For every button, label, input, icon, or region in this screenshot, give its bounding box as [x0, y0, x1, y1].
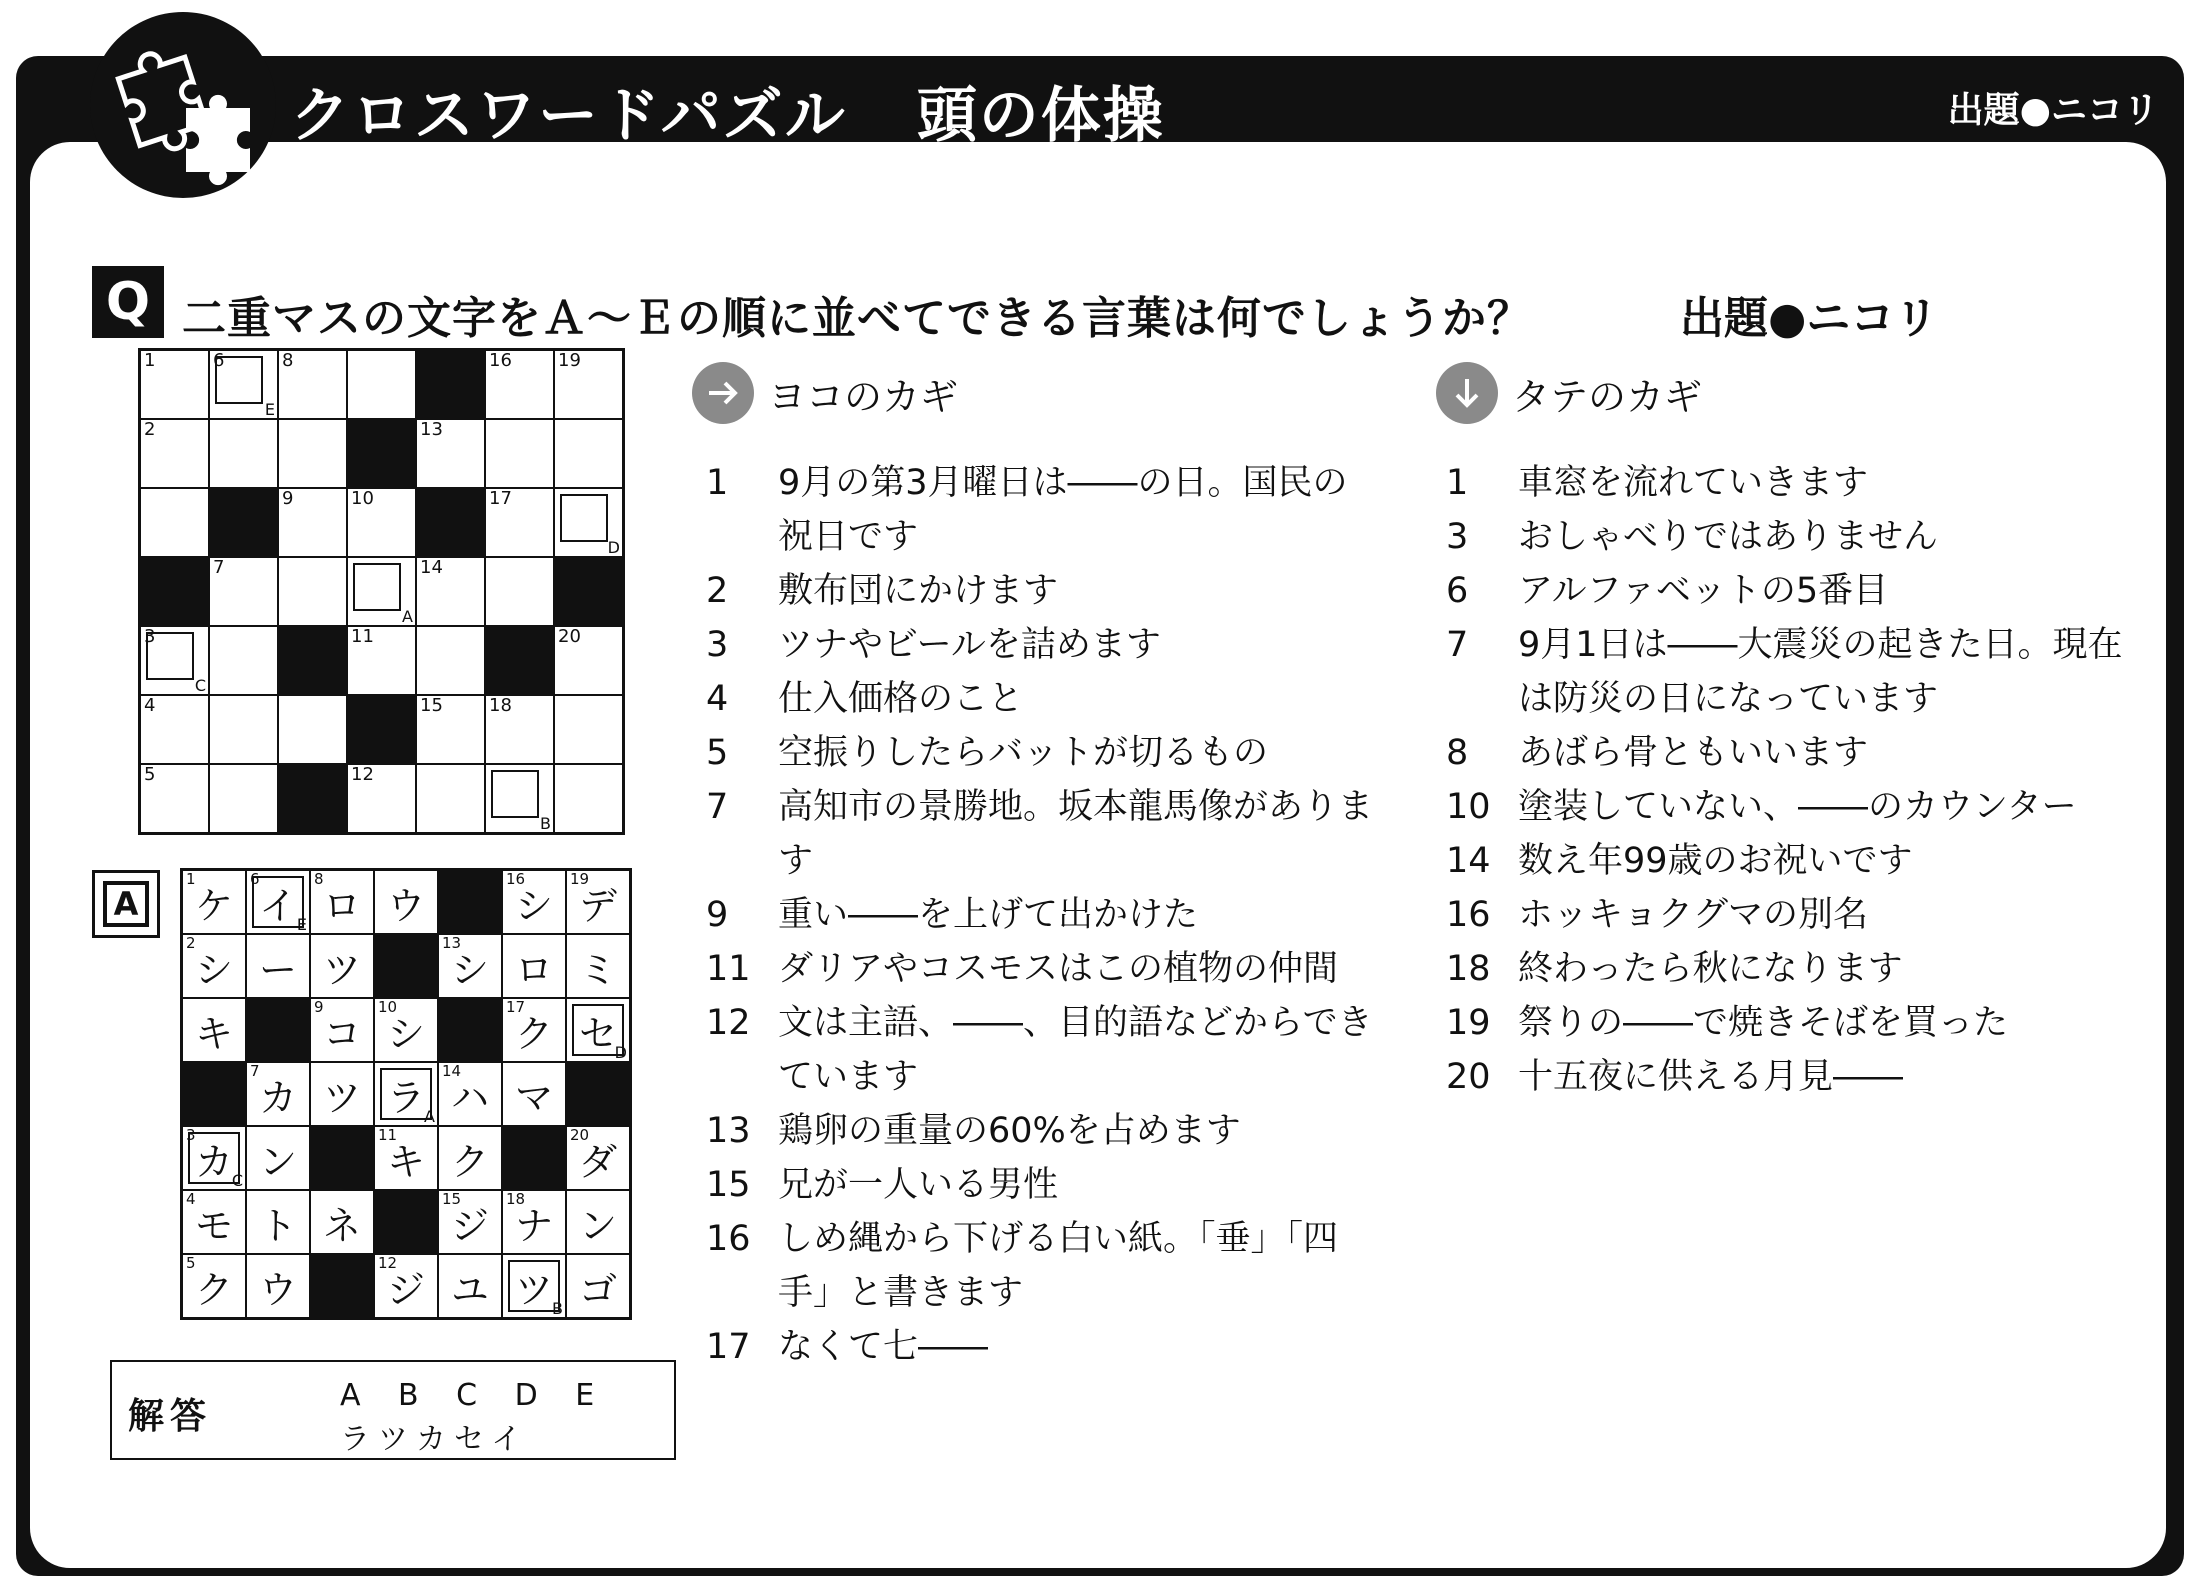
- double-square-letter: B: [552, 1299, 563, 1318]
- clue-item: [706, 942, 1376, 996]
- grid-cell[interactable]: [311, 999, 373, 1061]
- grid-cell[interactable]: [555, 627, 622, 694]
- clue-number: 18: [506, 1190, 526, 1208]
- clue-item: [706, 996, 1376, 1104]
- clue-text: 重い――を上げて出かけた: [778, 895, 1199, 935]
- clue-number: 3: [1446, 517, 1469, 557]
- grid-cell[interactable]: [141, 489, 208, 556]
- grid-cell[interactable]: [375, 1063, 437, 1125]
- black-square: [311, 1255, 373, 1317]
- clue-number: 15: [706, 1165, 751, 1205]
- down-title: タテのカギ: [1512, 374, 1703, 419]
- grid-cell[interactable]: [311, 1191, 373, 1253]
- grid-cell[interactable]: [486, 489, 553, 556]
- clue-number: 8: [1446, 733, 1469, 773]
- grid-cell[interactable]: [311, 871, 373, 933]
- grid-cell[interactable]: [439, 1063, 501, 1125]
- answer-kana: ナ: [514, 1203, 553, 1248]
- clue-item: [706, 618, 1376, 672]
- grid-cell[interactable]: [348, 627, 415, 694]
- double-square-letter: A: [402, 607, 413, 626]
- clue-number: 2: [186, 934, 196, 952]
- clue-number: 5: [706, 733, 729, 773]
- clue-number: 4: [144, 695, 156, 716]
- clue-number: 10: [378, 998, 398, 1016]
- header-subtitle: 頭の体操: [916, 81, 1165, 151]
- grid-cell[interactable]: [141, 420, 208, 487]
- clue-number: 9: [314, 998, 324, 1016]
- clue-item: [1446, 510, 2136, 564]
- clue-number: 19: [558, 350, 581, 371]
- black-square: [503, 1127, 565, 1189]
- clue-number: 8: [314, 870, 324, 888]
- answer-kana: ツ: [322, 947, 361, 992]
- grid-cell[interactable]: [247, 1255, 309, 1317]
- clue-item: [706, 1320, 1376, 1374]
- grid-cell[interactable]: [279, 696, 346, 763]
- answer-kana: キ: [386, 1139, 425, 1184]
- double-square-marker: [491, 770, 539, 818]
- down-clues: [1446, 456, 2136, 1104]
- down-heading: [1436, 362, 1702, 424]
- clue-text: 9月の第3月曜日は――の日。国民の祝日です: [778, 463, 1348, 557]
- clue-number: 2: [144, 419, 156, 440]
- clue-number: 11: [378, 1126, 398, 1144]
- grid-cell[interactable]: [210, 627, 277, 694]
- clue-number: 17: [489, 488, 512, 509]
- clue-text: 数え年99歳のお祝いです: [1518, 841, 1913, 881]
- grid-cell[interactable]: [486, 696, 553, 763]
- grid-cell[interactable]: [279, 420, 346, 487]
- answer-kana: ハ: [450, 1075, 489, 1120]
- double-square-letter: D: [607, 538, 620, 557]
- clue-item: [706, 780, 1376, 888]
- clue-number: 20: [1446, 1057, 1491, 1097]
- answer-kana: ウ: [258, 1267, 297, 1312]
- clue-number: 9: [706, 895, 729, 935]
- answer-word: ラツカセイ: [340, 1422, 530, 1457]
- clue-item: [1446, 1050, 2136, 1104]
- clue-number: 19: [570, 870, 590, 888]
- double-square-letter: A: [424, 1107, 435, 1126]
- clue-number: 2: [706, 571, 729, 611]
- clue-item: [706, 1158, 1376, 1212]
- grid-cell[interactable]: [567, 999, 629, 1061]
- black-square: [417, 351, 484, 418]
- clue-number: 18: [1446, 949, 1491, 989]
- clue-item: [706, 726, 1376, 780]
- clue-number: 13: [420, 419, 443, 440]
- answer-kana: ミ: [578, 947, 617, 992]
- clue-number: 12: [378, 1254, 398, 1272]
- clue-number: 4: [706, 679, 729, 719]
- clue-text: 塗装していない、――のカウンター: [1518, 787, 2077, 827]
- clue-number: 9: [282, 488, 294, 509]
- clue-text: ホッキョクグマの別名: [1518, 895, 1869, 935]
- grid-cell[interactable]: [311, 935, 373, 997]
- grid-cell[interactable]: [417, 765, 484, 832]
- grid-cell[interactable]: [311, 1063, 373, 1125]
- double-square-letter: C: [194, 676, 206, 695]
- answer-kana: モ: [194, 1203, 233, 1248]
- grid-cell[interactable]: [375, 1127, 437, 1189]
- grid-cell[interactable]: [247, 1063, 309, 1125]
- clue-item: [1446, 834, 2136, 888]
- clue-number: 6: [213, 350, 225, 371]
- clue-number: 13: [706, 1111, 751, 1151]
- black-square: [348, 696, 415, 763]
- grid-cell[interactable]: [567, 1127, 629, 1189]
- grid-cell[interactable]: [503, 1255, 565, 1317]
- clue-number: 16: [706, 1219, 751, 1259]
- grid-cell[interactable]: [247, 935, 309, 997]
- grid-cell[interactable]: [183, 999, 245, 1061]
- clue-text: ツナやビールを詰めます: [778, 625, 1161, 665]
- clue-item: [706, 564, 1376, 618]
- clue-number: 3: [144, 626, 156, 647]
- black-square: [311, 1127, 373, 1189]
- grid-cell[interactable]: [417, 696, 484, 763]
- clue-number: 7: [706, 787, 729, 827]
- grid-cell[interactable]: [348, 558, 415, 625]
- clue-text: あばら骨ともいいます: [1518, 733, 1869, 773]
- clue-text: なくて七――: [778, 1327, 989, 1367]
- answer-kana: マ: [514, 1075, 553, 1120]
- answer-kana: ン: [258, 1139, 297, 1184]
- clue-number: 20: [558, 626, 581, 647]
- answer-kana: ラ: [386, 1075, 425, 1120]
- grid-cell[interactable]: [439, 1255, 501, 1317]
- grid-cell[interactable]: [210, 765, 277, 832]
- answer-box: [110, 1360, 676, 1460]
- grid-cell[interactable]: [439, 935, 501, 997]
- grid-cell[interactable]: [567, 935, 629, 997]
- clue-item: [1446, 888, 2136, 942]
- grid-cell[interactable]: [141, 765, 208, 832]
- clue-number: 14: [420, 557, 443, 578]
- arrow-right-icon: [692, 362, 754, 424]
- double-square-letter: E: [296, 915, 307, 934]
- black-square: [247, 999, 309, 1061]
- black-square: [375, 1191, 437, 1253]
- answer-kana: ケ: [194, 883, 233, 928]
- answer-kana: ク: [514, 1011, 553, 1056]
- clue-number: 14: [1446, 841, 1491, 881]
- clue-number: 15: [442, 1190, 462, 1208]
- answer-kana: ク: [450, 1139, 489, 1184]
- clue-number: 3: [186, 1126, 196, 1144]
- clue-number: 17: [706, 1327, 751, 1367]
- clue-text: 兄が一人いる男性: [778, 1165, 1059, 1205]
- clue-number: 16: [489, 350, 512, 371]
- grid-cell[interactable]: [486, 420, 553, 487]
- clue-number: 16: [1446, 895, 1491, 935]
- clue-number: 14: [442, 1062, 462, 1080]
- across-clues: [706, 456, 1376, 1374]
- clue-number: 17: [506, 998, 526, 1016]
- answer-kana: ウ: [386, 883, 425, 928]
- clue-item: [706, 888, 1376, 942]
- answer-kana: ユ: [450, 1267, 489, 1312]
- black-square: [279, 765, 346, 832]
- clue-text: 車窓を流れていきます: [1518, 463, 1869, 503]
- clue-text: おしゃべりではありません: [1518, 517, 1939, 557]
- clue-text: しめ縄から下げる白い紙。「垂」「四手」と書きます: [778, 1219, 1339, 1313]
- answer-kana: ツ: [322, 1075, 361, 1120]
- header-credit: 出題●ニコリ: [1947, 90, 2159, 131]
- answer-kana: ク: [194, 1267, 233, 1312]
- grid-cell[interactable]: [555, 765, 622, 832]
- grid-cell[interactable]: [375, 999, 437, 1061]
- clue-text: 高知市の景勝地。坂本龍馬像があります: [778, 787, 1374, 881]
- clue-number: 1: [706, 463, 729, 503]
- clue-item: [706, 1104, 1376, 1158]
- grid-cell[interactable]: [141, 351, 208, 418]
- clue-item: [1446, 726, 2136, 780]
- grid-cell[interactable]: [348, 765, 415, 832]
- clue-item: [706, 1212, 1376, 1320]
- clue-number: 1: [144, 350, 156, 371]
- black-square: [375, 935, 437, 997]
- clue-number: 20: [570, 1126, 590, 1144]
- clue-number: 7: [1446, 625, 1469, 665]
- grid-cell[interactable]: [141, 696, 208, 763]
- answer-letters: A B C D E: [340, 1378, 609, 1413]
- answer-kana: カ: [194, 1139, 233, 1184]
- clue-number: 8: [282, 350, 294, 371]
- clue-text: 祭りの――で焼きそばを買った: [1518, 1003, 2009, 1043]
- double-square-marker: [353, 563, 401, 611]
- answer-label: 解答: [128, 1396, 213, 1437]
- question-text: 二重マスの文字をＡ～Ｅの順に並べてできる言葉は何でしょうか？: [182, 293, 1532, 344]
- crossword-grid: [138, 348, 625, 835]
- clue-text: 仕入価格のこと: [778, 679, 1024, 719]
- grid-cell[interactable]: [279, 489, 346, 556]
- puzzle-piece-icon: [90, 12, 276, 198]
- grid-cell[interactable]: [375, 1255, 437, 1317]
- grid-cell[interactable]: [183, 1255, 245, 1317]
- clue-number: 1: [186, 870, 196, 888]
- black-square: [141, 558, 208, 625]
- clue-text: 鶏卵の重量の60%を占めます: [778, 1111, 1241, 1151]
- clue-number: 1: [1446, 463, 1469, 503]
- black-square: [279, 627, 346, 694]
- double-square-letter: C: [231, 1171, 243, 1190]
- grid-cell[interactable]: [555, 420, 622, 487]
- clue-item: [1446, 780, 2136, 834]
- clue-text: 十五夜に供える月見――: [1518, 1057, 1904, 1097]
- clue-item: [706, 456, 1376, 564]
- clue-number: 12: [351, 764, 374, 785]
- black-square: [210, 489, 277, 556]
- double-square-letter: E: [264, 400, 275, 419]
- grid-cell[interactable]: [183, 1127, 245, 1189]
- clue-item: [706, 672, 1376, 726]
- answer-kana: ロ: [514, 947, 553, 992]
- grid-cell[interactable]: [503, 999, 565, 1061]
- grid-cell[interactable]: [486, 558, 553, 625]
- clue-number: 6: [250, 870, 260, 888]
- grid-cell[interactable]: [417, 627, 484, 694]
- clue-item: [1446, 996, 2136, 1050]
- clue-text: 終わったら秋になります: [1518, 949, 1903, 989]
- grid-cell[interactable]: [210, 696, 277, 763]
- grid-cell[interactable]: [247, 871, 309, 933]
- clue-number: 7: [213, 557, 225, 578]
- grid-cell[interactable]: [567, 871, 629, 933]
- answer-kana: シ: [514, 883, 553, 928]
- clue-number: 5: [144, 764, 156, 785]
- answer-kana: シ: [386, 1011, 425, 1056]
- grid-cell[interactable]: [417, 420, 484, 487]
- clue-number: 10: [351, 488, 374, 509]
- black-square: [183, 1063, 245, 1125]
- grid-cell[interactable]: [247, 1127, 309, 1189]
- grid-cell[interactable]: [183, 1191, 245, 1253]
- grid-cell[interactable]: [486, 351, 553, 418]
- grid-cell[interactable]: [279, 558, 346, 625]
- grid-cell[interactable]: [375, 871, 437, 933]
- grid-cell[interactable]: [210, 420, 277, 487]
- answer-kana: シ: [450, 947, 489, 992]
- clue-item: [1446, 618, 2136, 726]
- across-heading: [692, 362, 958, 424]
- arrow-down-icon: [1436, 362, 1498, 424]
- grid-cell[interactable]: [439, 1191, 501, 1253]
- answer-kana: ゴ: [578, 1267, 617, 1312]
- answer-kana: ツ: [514, 1267, 553, 1312]
- grid-cell[interactable]: [567, 1255, 629, 1317]
- grid-cell[interactable]: [567, 1191, 629, 1253]
- clue-number: 12: [706, 1003, 751, 1043]
- clue-number: 3: [706, 625, 729, 665]
- clue-number: 4: [186, 1190, 196, 1208]
- grid-cell[interactable]: [503, 935, 565, 997]
- answer-kana: イ: [258, 883, 297, 928]
- question-badge: Q: [92, 266, 164, 338]
- double-square-letter: D: [614, 1043, 627, 1062]
- grid-cell[interactable]: [555, 351, 622, 418]
- black-square: [555, 558, 622, 625]
- grid-cell[interactable]: [141, 627, 208, 694]
- across-title: ヨコのカギ: [768, 374, 959, 419]
- grid-cell[interactable]: [210, 558, 277, 625]
- clue-item: [1446, 564, 2136, 618]
- clue-number: 13: [442, 934, 462, 952]
- answer-badge: A: [92, 870, 160, 938]
- answer-kana: シ: [194, 947, 233, 992]
- grid-cell[interactable]: [417, 558, 484, 625]
- black-square: [417, 489, 484, 556]
- double-square-marker: [560, 494, 608, 542]
- clue-number: 10: [1446, 787, 1491, 827]
- grid-cell[interactable]: [555, 489, 622, 556]
- clue-number: 15: [420, 695, 443, 716]
- grid-cell[interactable]: [439, 1127, 501, 1189]
- answer-kana: ダ: [578, 1139, 617, 1184]
- black-square: [486, 627, 553, 694]
- grid-cell[interactable]: [503, 1191, 565, 1253]
- grid-cell[interactable]: [555, 696, 622, 763]
- question-credit: 出題●ニコリ: [1680, 293, 1939, 344]
- grid-cell[interactable]: [183, 935, 245, 997]
- answer-kana: ネ: [322, 1203, 361, 1248]
- answer-kana: セ: [578, 1011, 617, 1056]
- clue-number: 7: [250, 1062, 260, 1080]
- black-square: [439, 999, 501, 1061]
- grid-cell[interactable]: [247, 1191, 309, 1253]
- black-square: [567, 1063, 629, 1125]
- clue-text: 空振りしたらバットが切るもの: [778, 733, 1269, 773]
- answer-kana: ン: [578, 1203, 617, 1248]
- header-title: クロスワードパズル 頭の体操: [290, 81, 1165, 151]
- answer-kana: ロ: [322, 883, 361, 928]
- answer-kana: ジ: [450, 1203, 489, 1248]
- grid-cell[interactable]: [279, 351, 346, 418]
- answer-kana: デ: [578, 883, 617, 928]
- grid-cell[interactable]: [183, 871, 245, 933]
- answer-grid: [180, 868, 632, 1320]
- answer-kana: ト: [258, 1203, 297, 1248]
- clue-number: 11: [351, 626, 374, 647]
- clue-text: ダリアやコスモスはこの植物の仲間: [778, 949, 1339, 989]
- answer-kana: ー: [258, 947, 297, 992]
- answer-kana: コ: [322, 1011, 361, 1056]
- clue-number: 18: [489, 695, 512, 716]
- black-square: [348, 420, 415, 487]
- grid-cell[interactable]: [503, 871, 565, 933]
- clue-item: [1446, 942, 2136, 996]
- black-square: [439, 871, 501, 933]
- clue-number: 19: [1446, 1003, 1491, 1043]
- grid-cell[interactable]: [503, 1063, 565, 1125]
- clue-text: 文は主語、――、目的語などからできています: [778, 1003, 1373, 1097]
- clue-number: 6: [1446, 571, 1469, 611]
- clue-item: [1446, 456, 2136, 510]
- grid-cell[interactable]: [486, 765, 553, 832]
- grid-cell[interactable]: [210, 351, 277, 418]
- answer-kana: キ: [194, 1011, 233, 1056]
- clue-text: アルファベットの5番目: [1518, 571, 1889, 611]
- clue-number: 5: [186, 1254, 196, 1272]
- double-square-letter: B: [540, 814, 551, 833]
- grid-cell[interactable]: [348, 489, 415, 556]
- grid-cell[interactable]: [348, 351, 415, 418]
- clue-number: 11: [706, 949, 751, 989]
- answer-kana: ジ: [386, 1267, 425, 1312]
- answer-kana: カ: [258, 1075, 297, 1120]
- clue-text: 敷布団にかけます: [778, 571, 1059, 611]
- clue-text: 9月1日は――大震災の起きた日。現在は防災の日になっています: [1518, 625, 2123, 719]
- clue-number: 16: [506, 870, 526, 888]
